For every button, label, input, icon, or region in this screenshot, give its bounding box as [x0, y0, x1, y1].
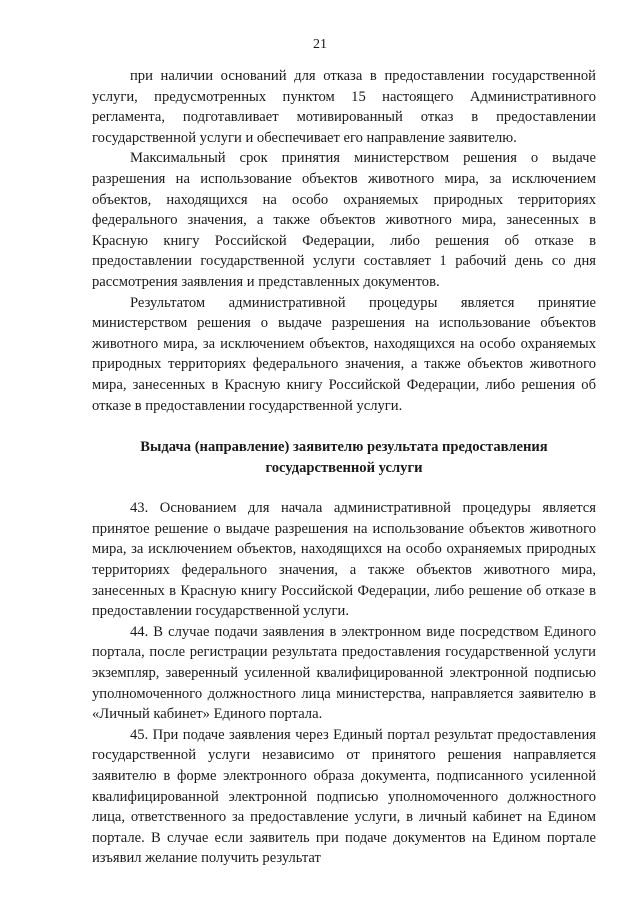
paragraph-refusal-notice: при наличии оснований для отказа в предоставлении государственной услуги, предусмотренных пунктом 15 настоящего Административного регламента, подготавливает мотивированный отказ в предоставлении государственной услуги и обеспечивает его направление заявителю.	[92, 68, 596, 146]
paragraph-clause-43: 43. Основанием для начала административной процедуры является принятое решение о выдаче разрешения на использование объектов животного мира, за исключением объектов, находящихся на особо охраняемых природных территориях федерального значения, а также объектов животного мира, занесенных в Красную книгу Российской Федерации, либо решение об отказе в предоставлении государственной услуги.	[92, 500, 596, 620]
paragraph-clause-44: 44. В случае подачи заявления в электронном виде посредством Единого портала, после регистрации результата предоставления государственной услуги экземпляр, заверенный усиленной квалифицированной электронной подписью уполномоченного должностного лица министерства, направляется заявителю в «Личный кабинет» Единого портала.	[92, 623, 596, 723]
document-body	[92, 66, 596, 869]
paragraph-procedure-result: Результатом административной процедуры является принятие министерством решения о выдаче разрешения на использование объектов животного мира, за исключением объектов, находящихся на особо охраняемых природных территориях федерального значения, а также объектов животного мира, занесенных в Красную книгу Российской Федерации, либо решения об отказе в предоставлении государственной услуги.	[92, 294, 596, 414]
paragraph-clause-45: 45. При подаче заявления через Единый портал результат предоставления государственной услуги независимо от принятого решения направляется заявителю в форме электронного образа документа, подписанного усиленной квалифицированной электронной подписью уполномоченного должностного лица, ответственного за предоставление услуги, в личный кабинет на Едином портале. В случае если заявитель при подаче документов на Едином портале изъявил желание получить результат	[92, 726, 596, 867]
page-number: 21	[313, 37, 327, 52]
section-heading: Выдача (направление) заявителю результата предоставления государственной услуги	[140, 439, 548, 476]
paragraph-max-term: Максимальный срок принятия министерством решения о выдаче разрешения на использование объектов животного мира, за исключением объектов, находящихся на особо охраняемых природных территориях федерального значения, а также объектов животного мира, занесенных в Красную книгу Российской Федерации, либо решения об отказе в предоставлении государственной услуги составляет 1 рабочий день со дня рассмотрения заявления и представленных документов.	[92, 150, 596, 290]
